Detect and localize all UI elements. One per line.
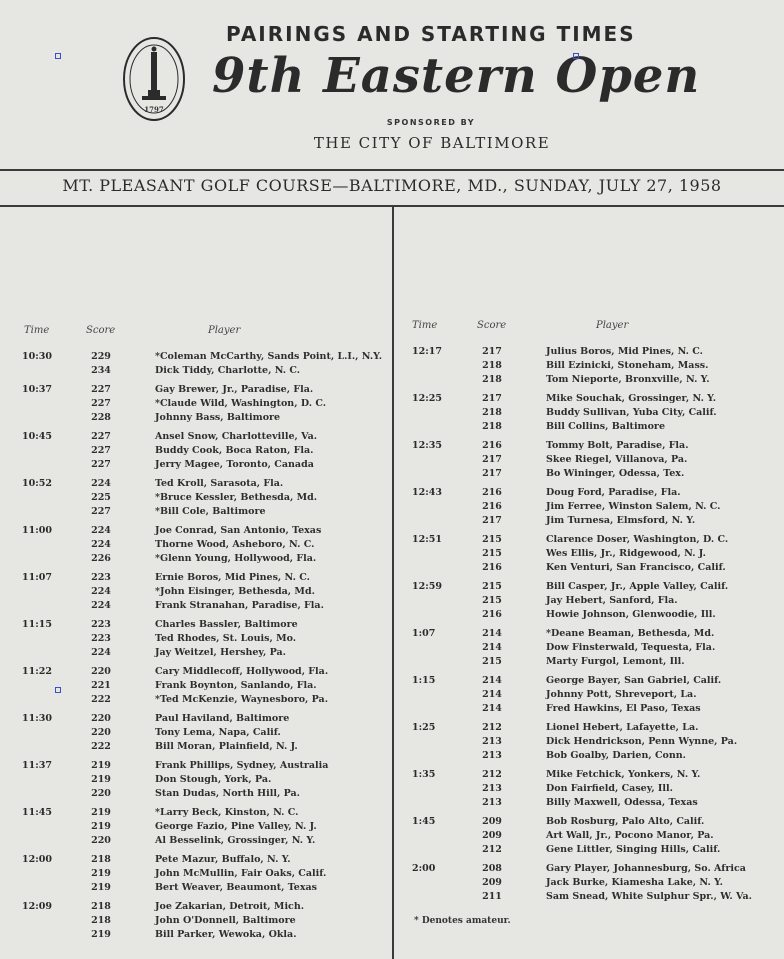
score: 224 — [91, 478, 111, 489]
tee-time: 10:52 — [22, 478, 52, 489]
left-column — [0, 325, 392, 948]
score: 227 — [91, 384, 111, 395]
player-row — [396, 360, 784, 374]
tee-time-group — [396, 534, 784, 576]
player-name: Dow Finsterwald, Tequesta, Fla. — [546, 642, 716, 653]
tee-time: 11:15 — [22, 619, 52, 630]
tee-time: 12:17 — [412, 346, 442, 357]
score: 217 — [482, 346, 502, 357]
score: 218 — [482, 360, 502, 371]
score: 208 — [482, 863, 502, 874]
player-name: George Fazio, Pine Valley, N. J. — [155, 821, 317, 832]
score: 221 — [91, 680, 111, 691]
score: 222 — [91, 741, 111, 752]
score: 226 — [91, 553, 111, 564]
player-name: Julius Boros, Mid Pines, N. C. — [546, 346, 703, 357]
score: 212 — [482, 769, 502, 780]
player-name: Charles Bassler, Baltimore — [155, 619, 298, 630]
player-row — [396, 515, 784, 529]
tee-time-group — [0, 713, 392, 755]
player-name: Clarence Doser, Washington, D. C. — [546, 534, 729, 545]
player-row — [0, 633, 392, 647]
tee-time-group — [396, 346, 784, 388]
player-name: Johnny Bass, Baltimore — [155, 412, 281, 423]
player-name: Bert Weaver, Beaumont, Texas — [155, 882, 317, 893]
player-name: Joe Conrad, San Antonio, Texas — [155, 525, 322, 536]
seal-year: 1797 — [144, 105, 164, 114]
tee-time-group — [0, 431, 392, 473]
player-name: Don Stough, York, Pa. — [155, 774, 272, 785]
city-seal-logo — [122, 36, 186, 122]
score: 218 — [482, 374, 502, 385]
score: 234 — [91, 365, 111, 376]
tee-time: 10:30 — [22, 351, 52, 362]
player-row — [0, 929, 392, 943]
score: 219 — [91, 774, 111, 785]
player-row — [0, 821, 392, 835]
score: 220 — [91, 727, 111, 738]
player-row — [396, 877, 784, 891]
score: 213 — [482, 750, 502, 761]
player-name: Gary Player, Johannesburg, So. Africa — [546, 863, 746, 874]
tee-time: 1:07 — [412, 628, 436, 639]
player-name: Billy Maxwell, Odessa, Texas — [546, 797, 698, 808]
player-row — [396, 374, 784, 388]
player-row — [396, 393, 784, 407]
player-row — [0, 868, 392, 882]
player-row — [0, 807, 392, 821]
tee-time-group — [0, 807, 392, 849]
player-name: Gay Brewer, Jr., Paradise, Fla. — [155, 384, 314, 395]
player-name: *Glenn Young, Hollywood, Fla. — [155, 553, 317, 564]
score: 213 — [482, 736, 502, 747]
right-column — [396, 320, 784, 910]
score: 216 — [482, 501, 502, 512]
player-row — [0, 492, 392, 506]
player-row — [0, 774, 392, 788]
player-row — [0, 553, 392, 567]
player-name: Fred Hawkins, El Paso, Texas — [546, 703, 701, 714]
score: 218 — [91, 915, 111, 926]
player-row — [396, 534, 784, 548]
tee-time: 12:25 — [412, 393, 442, 404]
player-row — [396, 675, 784, 689]
player-name: Lionel Hebert, Lafayette, La. — [546, 722, 699, 733]
score: 209 — [482, 816, 502, 827]
score: 214 — [482, 642, 502, 653]
player-name: Buddy Sullivan, Yuba City, Calif. — [546, 407, 717, 418]
score: 214 — [482, 628, 502, 639]
tee-time-group — [396, 675, 784, 717]
tee-time-group — [0, 901, 392, 943]
tee-time-group — [396, 769, 784, 811]
score: 223 — [91, 619, 111, 630]
score: 215 — [482, 581, 502, 592]
selection-marker — [55, 687, 61, 693]
player-row — [0, 586, 392, 600]
score: 219 — [91, 868, 111, 879]
player-row — [396, 346, 784, 360]
player-row — [396, 421, 784, 435]
player-name: Wes Ellis, Jr., Ridgewood, N. J. — [546, 548, 706, 559]
pairings-heading: PAIRINGS AND STARTING TIMES — [226, 22, 636, 46]
score: 218 — [91, 901, 111, 912]
tee-time-group — [396, 440, 784, 482]
player-name: Pete Mazur, Buffalo, N. Y. — [155, 854, 291, 865]
score: 217 — [482, 454, 502, 465]
player-name: Ansel Snow, Charlotteville, Va. — [155, 431, 318, 442]
player-row — [396, 468, 784, 482]
sponsored-by-label: SPONSORED BY — [386, 118, 476, 127]
player-header: Player — [208, 325, 241, 336]
player-name: John McMullin, Fair Oaks, Calif. — [155, 868, 327, 879]
player-row — [0, 459, 392, 473]
player-row — [396, 562, 784, 576]
player-name: *Deane Beaman, Bethesda, Md. — [546, 628, 715, 639]
player-name: Paul Haviland, Baltimore — [155, 713, 290, 724]
tee-time-group — [0, 478, 392, 520]
score: 214 — [482, 689, 502, 700]
selection-marker — [55, 53, 61, 59]
player-name: Bill Collins, Baltimore — [546, 421, 665, 432]
tee-time-group — [396, 581, 784, 623]
score: 227 — [91, 459, 111, 470]
player-row — [396, 722, 784, 736]
player-row — [0, 694, 392, 708]
score: 209 — [482, 830, 502, 841]
player-row — [0, 619, 392, 633]
column-headers — [396, 320, 784, 346]
player-name: Mike Souchak, Grossinger, N. Y. — [546, 393, 717, 404]
player-row — [396, 501, 784, 515]
player-name: *Ted McKenzie, Waynesboro, Pa. — [155, 694, 329, 705]
player-row — [396, 407, 784, 421]
score: 219 — [91, 821, 111, 832]
tee-time: 1:35 — [412, 769, 436, 780]
player-name: Bill Parker, Wewoka, Okla. — [155, 929, 297, 940]
player-row — [0, 727, 392, 741]
player-name: Jack Burke, Kiamesha Lake, N. Y. — [546, 877, 723, 888]
player-name: *Larry Beck, Kinston, N. C. — [155, 807, 299, 818]
player-name: Bob Rosburg, Palo Alto, Calif. — [546, 816, 705, 827]
column-headers — [0, 325, 392, 351]
player-row — [396, 830, 784, 844]
time-header: Time — [24, 325, 50, 336]
sponsor-name: THE CITY OF BALTIMORE — [313, 134, 551, 152]
score: 228 — [91, 412, 111, 423]
player-row — [0, 525, 392, 539]
score: 220 — [91, 666, 111, 677]
player-name: Doug Ford, Paradise, Fla. — [546, 487, 681, 498]
score: 217 — [482, 515, 502, 526]
player-name: Tom Nieporte, Bronxville, N. Y. — [546, 374, 710, 385]
player-header: Player — [596, 320, 629, 331]
tee-time-group — [396, 487, 784, 529]
player-name: Jay Weitzel, Hershey, Pa. — [155, 647, 286, 658]
player-row — [0, 412, 392, 426]
player-name: Mike Fetchick, Yonkers, N. Y. — [546, 769, 701, 780]
score: 216 — [482, 609, 502, 620]
player-row — [0, 882, 392, 896]
score: 220 — [91, 835, 111, 846]
player-name: Frank Stranahan, Paradise, Fla. — [155, 600, 324, 611]
player-row — [396, 844, 784, 858]
score: 219 — [91, 882, 111, 893]
player-name: Bill Casper, Jr., Apple Valley, Calif. — [546, 581, 729, 592]
tee-time-group — [396, 722, 784, 764]
score: 222 — [91, 694, 111, 705]
player-name: Gene Littler, Singing Hills, Calif. — [546, 844, 721, 855]
player-name: Art Wall, Jr., Pocono Manor, Pa. — [546, 830, 714, 841]
tee-time: 10:37 — [22, 384, 52, 395]
player-name: *Bill Cole, Baltimore — [155, 506, 266, 517]
score: 217 — [482, 393, 502, 404]
player-row — [0, 445, 392, 459]
player-row — [396, 595, 784, 609]
player-name: Ted Rhodes, St. Louis, Mo. — [155, 633, 297, 644]
player-row — [396, 703, 784, 717]
tee-time: 1:45 — [412, 816, 436, 827]
player-name: Buddy Cook, Boca Raton, Fla. — [155, 445, 314, 456]
score: 212 — [482, 844, 502, 855]
top-rule — [0, 169, 784, 171]
player-row — [396, 816, 784, 830]
player-name: Jay Hebert, Sanford, Fla. — [546, 595, 678, 606]
player-row — [0, 915, 392, 929]
player-name: Bill Moran, Plainfield, N. J. — [155, 741, 298, 752]
player-name: George Bayer, San Gabriel, Calif. — [546, 675, 722, 686]
time-header: Time — [412, 320, 438, 331]
player-name: Sam Snead, White Sulphur Spr., W. Va. — [546, 891, 752, 902]
score: 219 — [91, 807, 111, 818]
score: 229 — [91, 351, 111, 362]
player-row — [396, 736, 784, 750]
venue-line: MT. PLEASANT GOLF COURSE—BALTIMORE, MD., SUNDAY, JULY 27, 1958 — [62, 176, 722, 195]
tee-time-group — [0, 351, 392, 379]
player-row — [0, 600, 392, 614]
player-row — [396, 628, 784, 642]
player-row — [0, 666, 392, 680]
player-row — [0, 788, 392, 802]
player-row — [396, 581, 784, 595]
score: 218 — [482, 421, 502, 432]
score: 227 — [91, 398, 111, 409]
score: 220 — [91, 788, 111, 799]
player-row — [396, 891, 784, 905]
score: 215 — [482, 595, 502, 606]
player-name: Ted Kroll, Sarasota, Fla. — [155, 478, 284, 489]
player-row — [0, 365, 392, 379]
score: 227 — [91, 445, 111, 456]
tee-time-group — [0, 384, 392, 426]
player-row — [396, 863, 784, 877]
player-name: Jim Turnesa, Elmsford, N. Y. — [546, 515, 696, 526]
tee-time-group — [0, 619, 392, 661]
score: 219 — [91, 929, 111, 940]
player-row — [0, 478, 392, 492]
amateur-footnote: * Denotes amateur. — [414, 916, 511, 926]
tee-time: 12:43 — [412, 487, 442, 498]
score: 216 — [482, 440, 502, 451]
player-name: John O'Donnell, Baltimore — [155, 915, 296, 926]
player-row — [0, 539, 392, 553]
player-name: Bill Ezinicki, Stoneham, Mass. — [546, 360, 709, 371]
player-row — [0, 398, 392, 412]
player-row — [396, 750, 784, 764]
player-name: Marty Furgol, Lemont, Ill. — [546, 656, 685, 667]
tee-time: 12:35 — [412, 440, 442, 451]
tee-time: 11:37 — [22, 760, 52, 771]
score: 227 — [91, 506, 111, 517]
score: 218 — [482, 407, 502, 418]
player-name: Bob Goalby, Darien, Conn. — [546, 750, 686, 761]
player-row — [396, 454, 784, 468]
player-name: Ken Venturi, San Francisco, Calif. — [546, 562, 726, 573]
score: 216 — [482, 487, 502, 498]
tee-time: 1:25 — [412, 722, 436, 733]
tee-time: 11:30 — [22, 713, 52, 724]
player-name: Don Fairfield, Casey, Ill. — [546, 783, 673, 794]
player-row — [396, 548, 784, 562]
player-row — [396, 440, 784, 454]
player-row — [396, 642, 784, 656]
player-name: Johnny Pott, Shreveport, La. — [546, 689, 697, 700]
score: 224 — [91, 600, 111, 611]
score: 216 — [482, 562, 502, 573]
tee-time-group — [396, 393, 784, 435]
player-row — [0, 741, 392, 755]
player-name: Stan Dudas, North Hill, Pa. — [155, 788, 300, 799]
player-row — [396, 656, 784, 670]
selection-marker — [573, 53, 579, 59]
score: 215 — [482, 548, 502, 559]
score: 215 — [482, 534, 502, 545]
score: 223 — [91, 572, 111, 583]
player-name: Tony Lema, Napa, Calif. — [155, 727, 281, 738]
player-name: Skee Riegel, Villanova, Pa. — [546, 454, 688, 465]
score: 220 — [91, 713, 111, 724]
player-name: *Coleman McCarthy, Sands Point, L.I., N.Y. — [155, 351, 383, 362]
player-row — [0, 713, 392, 727]
tee-time: 11:07 — [22, 572, 52, 583]
tee-time-group — [396, 816, 784, 858]
score: 214 — [482, 675, 502, 686]
score: 227 — [91, 431, 111, 442]
score: 217 — [482, 468, 502, 479]
score-header: Score — [86, 325, 116, 336]
score: 224 — [91, 525, 111, 536]
event-title: 9th Eastern Open — [212, 48, 701, 104]
tee-time: 12:09 — [22, 901, 52, 912]
player-row — [396, 689, 784, 703]
player-name: Bo Wininger, Odessa, Tex. — [546, 468, 685, 479]
player-name: Dick Tiddy, Charlotte, N. C. — [155, 365, 301, 376]
score: 213 — [482, 797, 502, 808]
player-row — [396, 609, 784, 623]
player-row — [0, 647, 392, 661]
score: 219 — [91, 760, 111, 771]
player-name: Al Besselink, Grossinger, N. Y. — [155, 835, 316, 846]
player-name: Jim Ferree, Winston Salem, N. C. — [546, 501, 721, 512]
column-divider — [392, 207, 394, 959]
player-row — [0, 351, 392, 365]
tee-time: 10:45 — [22, 431, 52, 442]
score: 211 — [482, 891, 502, 902]
score: 209 — [482, 877, 502, 888]
player-row — [396, 769, 784, 783]
player-name: Cary Middlecoff, Hollywood, Fla. — [155, 666, 329, 677]
tee-time-group — [396, 628, 784, 670]
tee-time: 12:59 — [412, 581, 442, 592]
tee-time: 11:00 — [22, 525, 52, 536]
score: 212 — [482, 722, 502, 733]
tee-time: 12:51 — [412, 534, 442, 545]
player-row — [0, 901, 392, 915]
score: 224 — [91, 647, 111, 658]
score: 224 — [91, 539, 111, 550]
player-name: Jerry Magee, Toronto, Canada — [155, 459, 314, 470]
tee-time: 12:00 — [22, 854, 52, 865]
player-row — [0, 760, 392, 774]
score: 225 — [91, 492, 111, 503]
player-row — [396, 783, 784, 797]
player-row — [0, 572, 392, 586]
player-name: Frank Boynton, Sanlando, Fla. — [155, 680, 317, 691]
score: 215 — [482, 656, 502, 667]
player-name: Tommy Bolt, Paradise, Fla. — [546, 440, 689, 451]
player-name: Thorne Wood, Asheboro, N. C. — [155, 539, 315, 550]
tee-time: 1:15 — [412, 675, 436, 686]
score-header: Score — [477, 320, 507, 331]
player-name: *Bruce Kessler, Bethesda, Md. — [155, 492, 318, 503]
score: 213 — [482, 783, 502, 794]
tee-time: 11:22 — [22, 666, 52, 677]
score: 214 — [482, 703, 502, 714]
player-row — [396, 797, 784, 811]
player-name: *Claude Wild, Washington, D. C. — [155, 398, 327, 409]
player-row — [0, 431, 392, 445]
tee-time-group — [0, 525, 392, 567]
player-name: Joe Zakarian, Detroit, Mich. — [155, 901, 305, 912]
tee-time-group — [0, 760, 392, 802]
tee-time: 2:00 — [412, 863, 436, 874]
player-row — [396, 487, 784, 501]
player-row — [0, 384, 392, 398]
player-row — [0, 506, 392, 520]
tee-time-group — [0, 572, 392, 614]
tee-time: 11:45 — [22, 807, 52, 818]
player-name: *John Eisinger, Bethesda, Md. — [155, 586, 315, 597]
player-name: Dick Hendrickson, Penn Wynne, Pa. — [546, 736, 738, 747]
tee-time-group — [396, 863, 784, 905]
player-row — [0, 854, 392, 868]
score: 224 — [91, 586, 111, 597]
player-name: Howie Johnson, Glenwoodie, Ill. — [546, 609, 716, 620]
score: 223 — [91, 633, 111, 644]
tee-time-group — [0, 854, 392, 896]
player-row — [0, 835, 392, 849]
player-name: Frank Phillips, Sydney, Australia — [155, 760, 329, 771]
score: 218 — [91, 854, 111, 865]
player-name: Ernie Boros, Mid Pines, N. C. — [155, 572, 310, 583]
